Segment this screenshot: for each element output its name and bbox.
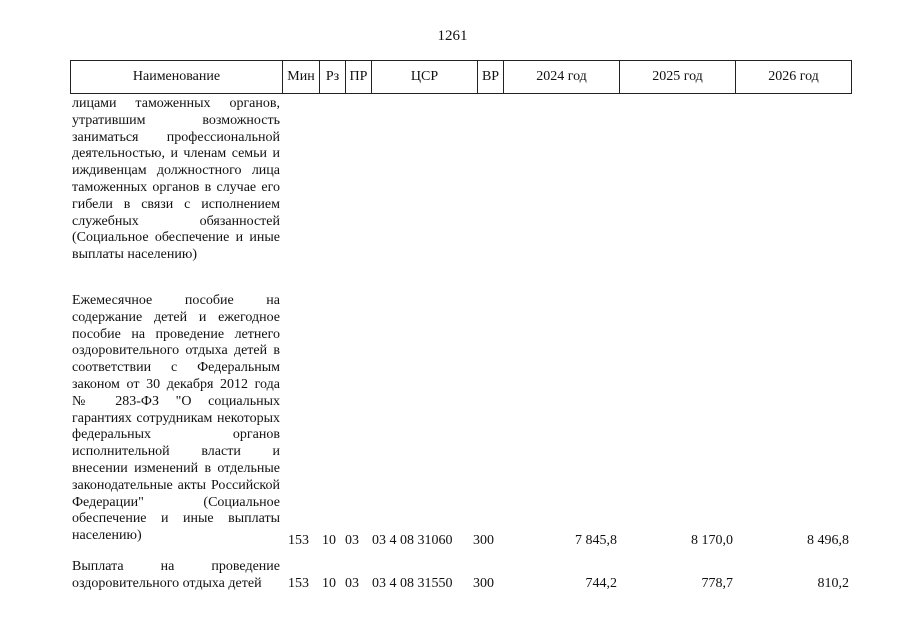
row-2024: 7 845,8 [575,533,617,548]
row-vr: 300 [473,533,494,548]
header-rz: Рз [320,61,346,93]
row-name: лицами таможенных органов, утратившим возможность заниматься профессиональной деятельностью, и членам семьи и иждивенцам должностного лица таможенных органов в случае его гибели в связи с исполнением служебных обязанностей (Социальное обеспечение и иные выплаты населению) [72,96,280,263]
row-name: Ежемесячное пособие на содержание детей и ежегодное пособие на проведение летнего оздоровительного отдыха детей в соответствии с Федеральным законом от 30 декабря 2012 года № 283-ФЗ "О социальных гарантиях сотрудникам некоторых федеральных органов исполнительной власти и внесении изменений в отдельные законодательные акты Российской Федерации" (Социальное обеспечение и иные выплаты населению) [72,293,280,544]
table-header [70,60,852,94]
row-rz: 10 [322,576,336,591]
row-2025: 8 170,0 [691,533,733,548]
row-pr: 03 [345,533,359,548]
row-rz: 10 [322,533,336,548]
header-vr: ВР [478,61,504,93]
table-row [72,96,280,264]
header-min: Мин [283,61,320,93]
header-2024: 2024 год [504,61,620,93]
header-pr: ПР [346,61,372,93]
row-2024: 744,2 [585,576,617,591]
header-name: Наименование [71,61,283,93]
row-csr: 03 4 08 31060 [372,533,453,548]
row-vr: 300 [473,576,494,591]
page-number: 1261 [437,28,468,44]
row-csr: 03 4 08 31550 [372,576,453,591]
table-row [72,559,280,593]
row-min: 153 [288,576,309,591]
row-2026: 810,2 [817,576,849,591]
row-2025: 778,7 [701,576,733,591]
row-2026: 8 496,8 [807,533,849,548]
row-pr: 03 [345,576,359,591]
header-2026: 2026 год [768,69,819,84]
table-row [72,293,280,545]
row-name: Выплата на проведение оздоровительного отдыха детей [72,559,280,591]
header-2025: 2025 год [620,61,736,93]
header-csr: ЦСР [372,61,478,93]
row-min: 153 [288,533,309,548]
